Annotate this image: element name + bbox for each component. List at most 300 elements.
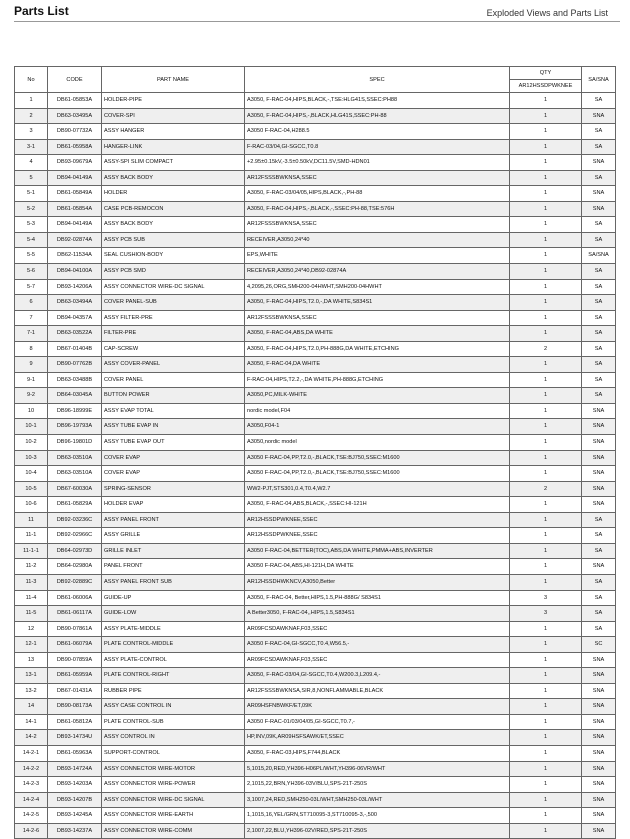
cell-sa-sna: SNA (582, 699, 616, 715)
cell-spec: A3050,F04-1 (245, 419, 510, 435)
cell-no: 5-3 (15, 217, 48, 233)
cell-spec: 1,1015,16,YEL/GRN,ST710095-3,ST710095-3,-,500 (245, 808, 510, 824)
cell-spec: RECEIVER,A3050,24*40,DB92-02874A (245, 264, 510, 280)
table-row (15, 637, 616, 653)
cell-spec: A Better3050, F-RAC-04,,HIPS,1.5,S834S1 (245, 606, 510, 622)
table-row (15, 466, 616, 482)
cell-code: DB96-19793A (48, 419, 102, 435)
cell-no: 4 (15, 155, 48, 171)
cell-spec: AR12HSSDPWKNEE,SSEC (245, 512, 510, 528)
cell-qty: 2 (510, 481, 582, 497)
cell-spec: AR09FCSDAWKNAF,F03,SSEC (245, 652, 510, 668)
cell-part-name: HOLDER (102, 186, 245, 202)
table-row (15, 808, 616, 824)
cell-no: 5-2 (15, 201, 48, 217)
cell-sa-sna: SNA (582, 186, 616, 202)
table-row (15, 699, 616, 715)
cell-spec: A3050, F-RAC-04,HIPS,T2.0,-,DA WHITE,S834S1 (245, 295, 510, 311)
cell-code: DB90-07859A (48, 652, 102, 668)
cell-no: 14-2-3 (15, 777, 48, 793)
table-row (15, 450, 616, 466)
header-model: AR12HSSDPWKNEE (510, 80, 582, 93)
cell-qty: 1 (510, 217, 582, 233)
cell-part-name: ASSY CONNECTOR WIRE-DC SIGNAL (102, 792, 245, 808)
cell-code: DB61-05829A (48, 497, 102, 513)
cell-code: DB93-14237A (48, 823, 102, 839)
cell-part-name: COVER EVAP (102, 450, 245, 466)
cell-sa-sna: SA (582, 621, 616, 637)
cell-qty: 1 (510, 170, 582, 186)
cell-qty: 1 (510, 201, 582, 217)
cell-spec: A3050, F-RAC-03/04/05,HIPS,BLACK,-,PH-88 (245, 186, 510, 202)
table-row (15, 93, 616, 109)
cell-part-name: COVER PANEL (102, 372, 245, 388)
cell-spec: A3050, F-RAC-04,HIPS,BLACK,-,TSE:HLG41S,SSEC:PH88 (245, 93, 510, 109)
cell-part-name: ASSY-SPI SLIM COMPACT (102, 155, 245, 171)
cell-part-name: ASSY BACK BODY (102, 217, 245, 233)
table-row (15, 186, 616, 202)
header-qty: QTY (510, 67, 582, 80)
cell-part-name: ASSY HANGER (102, 124, 245, 140)
cell-qty: 1 (510, 745, 582, 761)
cell-qty: 1 (510, 403, 582, 419)
cell-no: 9 (15, 357, 48, 373)
cell-no: 3 (15, 124, 48, 140)
cell-code: DB61-05854A (48, 201, 102, 217)
table-row (15, 512, 616, 528)
cell-sa-sna: SA (582, 574, 616, 590)
cell-sa-sna: SA (582, 372, 616, 388)
cell-spec: nordic model,F04 (245, 403, 510, 419)
table-row (15, 326, 616, 342)
cell-no: 14-2 (15, 730, 48, 746)
cell-sa-sna: SNA (582, 777, 616, 793)
cell-spec: A3050, F-RAC-03,HIPS,F744,BLACK (245, 745, 510, 761)
cell-part-name: PLATE CONTROL-SUB (102, 714, 245, 730)
table-row (15, 435, 616, 451)
cell-qty: 1 (510, 528, 582, 544)
cell-spec: WW2-PJT,STS301,0.4,T0.4,W2.7 (245, 481, 510, 497)
cell-code: DB93-14245A (48, 808, 102, 824)
table-row (15, 730, 616, 746)
cell-qty: 1 (510, 823, 582, 839)
cell-qty: 3 (510, 590, 582, 606)
cell-spec: HP,INV,09K,AR09HSFSAWK/ET,SSEC (245, 730, 510, 746)
cell-no: 11-5 (15, 606, 48, 622)
table-row (15, 652, 616, 668)
cell-code: DB90-07861A (48, 621, 102, 637)
cell-sa-sna: SNA (582, 466, 616, 482)
cell-qty: 1 (510, 761, 582, 777)
cell-qty: 1 (510, 792, 582, 808)
cell-no: 5-5 (15, 248, 48, 264)
cell-qty: 1 (510, 637, 582, 653)
table-row (15, 279, 616, 295)
cell-code: DB93-09679A (48, 155, 102, 171)
cell-sa-sna: SNA (582, 652, 616, 668)
cell-part-name: ASSY CASE CONTROL IN (102, 699, 245, 715)
cell-sa-sna: SNA (582, 108, 616, 124)
cell-no: 5-1 (15, 186, 48, 202)
cell-spec: A3050 F-RAC-04,GI-SGCC,T0.4,W56.5,- (245, 637, 510, 653)
cell-code: DB96-18999E (48, 403, 102, 419)
cell-sa-sna: SNA (582, 450, 616, 466)
cell-qty: 3 (510, 606, 582, 622)
cell-no: 14-2-2 (15, 761, 48, 777)
cell-qty: 1 (510, 310, 582, 326)
cell-sa-sna: SNA (582, 761, 616, 777)
cell-code: DB94-04149A (48, 170, 102, 186)
cell-code: DB61-05853A (48, 93, 102, 109)
cell-spec: A3050, F-RAC-04,HIPS,T2.0,PH-888G,DA WHITE,ETCHING (245, 341, 510, 357)
cell-spec: AR12FSSSBWKNSA,SIR,8,NONFLAMMABLE,BLACK (245, 683, 510, 699)
cell-sa-sna: SNA (582, 808, 616, 824)
cell-sa-sna: SA/SNA (582, 248, 616, 264)
cell-qty: 1 (510, 372, 582, 388)
cell-spec: A3050 F-RAC-04,BETTER(TOC),ABS,DA WHITE,PMMA+ABS,INVERTER (245, 543, 510, 559)
table-row (15, 621, 616, 637)
cell-sa-sna: SA (582, 543, 616, 559)
cell-spec: AR12FSSSBWKNSA,SSEC (245, 217, 510, 233)
cell-code: DB92-02889C (48, 574, 102, 590)
page-title: Parts List (14, 4, 69, 18)
table-row (15, 357, 616, 373)
cell-spec: A3050, F-RAC-04,HIPS,-,BLACK,-,SSEC:PH-88,TSE:576H (245, 201, 510, 217)
cell-spec: A3050, F-RAC-03/04,GI-SGCC,T0.4,W200.3,L209.4,- (245, 668, 510, 684)
cell-code: DB92-02874A (48, 232, 102, 248)
table-row (15, 201, 616, 217)
cell-part-name: ASSY TUBE EVAP OUT (102, 435, 245, 451)
cell-no: 5-4 (15, 232, 48, 248)
table-row (15, 497, 616, 513)
cell-no: 12-1 (15, 637, 48, 653)
cell-sa-sna: SNA (582, 419, 616, 435)
cell-qty: 1 (510, 388, 582, 404)
cell-sa-sna: SNA (582, 668, 616, 684)
cell-no: 14-2-6 (15, 823, 48, 839)
cell-code: DB63-03522A (48, 326, 102, 342)
cell-part-name: GUIDE-UP (102, 590, 245, 606)
cell-code: DB61-06079A (48, 637, 102, 653)
table-row (15, 108, 616, 124)
table-row (15, 388, 616, 404)
cell-qty: 1 (510, 466, 582, 482)
table-row (15, 761, 616, 777)
cell-part-name: GUIDE-LOW (102, 606, 245, 622)
cell-code: DB93-14734U (48, 730, 102, 746)
table-row (15, 372, 616, 388)
cell-no: 5-7 (15, 279, 48, 295)
cell-code: DB63-03495A (48, 108, 102, 124)
cell-code: DB92-02966C (48, 528, 102, 544)
cell-part-name: GRILLE INLET (102, 543, 245, 559)
cell-sa-sna: SA (582, 512, 616, 528)
cell-no: 5 (15, 170, 48, 186)
table-row (15, 124, 616, 140)
cell-part-name: CASE PCB-REMOCON (102, 201, 245, 217)
table-row (15, 310, 616, 326)
cell-code: DB61-05958A (48, 139, 102, 155)
cell-qty: 1 (510, 435, 582, 451)
cell-sa-sna: SNA (582, 403, 616, 419)
cell-sa-sna: SA (582, 279, 616, 295)
cell-sa-sna: SNA (582, 823, 616, 839)
table-row (15, 264, 616, 280)
cell-no: 11-3 (15, 574, 48, 590)
cell-no: 10-6 (15, 497, 48, 513)
cell-no: 7-1 (15, 326, 48, 342)
cell-no: 9-1 (15, 372, 48, 388)
cell-part-name: COVER PANEL-SUB (102, 295, 245, 311)
table-row (15, 559, 616, 575)
cell-no: 6 (15, 295, 48, 311)
cell-part-name: HOLDER-PIPE (102, 93, 245, 109)
cell-no: 1 (15, 93, 48, 109)
cell-sa-sna: SA (582, 326, 616, 342)
cell-code: DB64-02980A (48, 559, 102, 575)
cell-code: DB93-14724A (48, 761, 102, 777)
cell-part-name: COVER EVAP (102, 466, 245, 482)
cell-spec: A3050 F-RAC-04,ABS,HI-121H,DA WHITE (245, 559, 510, 575)
cell-qty: 1 (510, 264, 582, 280)
cell-no: 14-2-4 (15, 792, 48, 808)
table-row (15, 528, 616, 544)
cell-sa-sna: SNA (582, 559, 616, 575)
cell-qty: 1 (510, 93, 582, 109)
cell-sa-sna: SA (582, 388, 616, 404)
table-row (15, 606, 616, 622)
cell-part-name: ASSY CONNECTOR WIRE-MOTOR (102, 761, 245, 777)
cell-no: 14 (15, 699, 48, 715)
cell-code: DB90-07762B (48, 357, 102, 373)
cell-code: DB64-03045A (48, 388, 102, 404)
cell-code: DB67-01404B (48, 341, 102, 357)
cell-part-name: ASSY CONNECTOR WIRE-COMM (102, 823, 245, 839)
cell-no: 7 (15, 310, 48, 326)
cell-qty: 1 (510, 730, 582, 746)
cell-no: 11-4 (15, 590, 48, 606)
cell-qty: 1 (510, 295, 582, 311)
cell-sa-sna: SNA (582, 683, 616, 699)
cell-code: DB93-14207B (48, 792, 102, 808)
cell-part-name: ASSY EVAP TOTAL (102, 403, 245, 419)
cell-part-name: PLATE CONTROL-MIDDLE (102, 637, 245, 653)
cell-part-name: PANEL FRONT (102, 559, 245, 575)
cell-code: DB61-06006A (48, 590, 102, 606)
table-row (15, 419, 616, 435)
cell-qty: 1 (510, 124, 582, 140)
cell-sa-sna: SNA (582, 745, 616, 761)
cell-code: DB93-14206A (48, 279, 102, 295)
table-row (15, 777, 616, 793)
cell-part-name: RUBBER PIPE (102, 683, 245, 699)
cell-part-name: SEAL CUSHION-BODY (102, 248, 245, 264)
cell-qty: 1 (510, 808, 582, 824)
cell-code: DB61-05963A (48, 745, 102, 761)
cell-code: DB64-02973D (48, 543, 102, 559)
cell-sa-sna: SC (582, 637, 616, 653)
cell-spec: AR12HSSDHWKNCV,A3050,Better (245, 574, 510, 590)
cell-part-name: CAP-SCREW (102, 341, 245, 357)
cell-part-name: SPRING-SENSOR (102, 481, 245, 497)
cell-sa-sna: SA (582, 264, 616, 280)
cell-spec: F-RAC-04,HIPS,T2.2,-,DA WHITE,PH-888G,ETCHING (245, 372, 510, 388)
cell-sa-sna: SA (582, 139, 616, 155)
table-row (15, 170, 616, 186)
cell-spec: A3050, F-RAC-04,DA WHITE (245, 357, 510, 373)
cell-sa-sna: SNA (582, 714, 616, 730)
cell-code: DB90-08173A (48, 699, 102, 715)
cell-no: 13-1 (15, 668, 48, 684)
cell-spec: F-RAC-03/04,GI-SGCC,T0.8 (245, 139, 510, 155)
cell-no: 11-1 (15, 528, 48, 544)
table-row (15, 574, 616, 590)
cell-part-name: ASSY GRILLE (102, 528, 245, 544)
cell-code: DB92-03236C (48, 512, 102, 528)
table-row (15, 248, 616, 264)
cell-qty: 1 (510, 139, 582, 155)
cell-code: DB61-05849A (48, 186, 102, 202)
cell-spec: AR09HSFNBWKF/ET,09K (245, 699, 510, 715)
cell-code: DB93-14203A (48, 777, 102, 793)
cell-code: DB90-07732A (48, 124, 102, 140)
cell-sa-sna: SA (582, 528, 616, 544)
cell-spec: AR09FCSDAWKNAF,F03,SSEC (245, 621, 510, 637)
cell-no: 11 (15, 512, 48, 528)
table-row (15, 714, 616, 730)
cell-qty: 1 (510, 574, 582, 590)
cell-spec: +2.95±0.15kV,-3.5±0.50kV,DC11.5V,SMD-HDN01 (245, 155, 510, 171)
cell-code: DB61-06117A (48, 606, 102, 622)
cell-code: DB94-04357A (48, 310, 102, 326)
cell-spec: A3050,PC,MILK-WHITE (245, 388, 510, 404)
header-divider (14, 21, 620, 22)
cell-qty: 1 (510, 683, 582, 699)
cell-code: DB62-11534A (48, 248, 102, 264)
header-sa-sna: SA/SNA (582, 67, 616, 93)
cell-sa-sna: SNA (582, 792, 616, 808)
cell-no: 14-2-5 (15, 808, 48, 824)
cell-sa-sna: SNA (582, 201, 616, 217)
cell-no: 3-1 (15, 139, 48, 155)
cell-qty: 1 (510, 652, 582, 668)
cell-spec: A3050, F-RAC-04,ABS,BLACK,-,SSEC:HI-121H (245, 497, 510, 513)
cell-part-name: ASSY PCB SMD (102, 264, 245, 280)
cell-sa-sna: SNA (582, 435, 616, 451)
cell-spec: A3050, F-RAC-04, Better,HIPS,1.5,PH-888G/ S834S1 (245, 590, 510, 606)
table-row (15, 139, 616, 155)
cell-spec: AR12HSSDPWKNEE,SSEC (245, 528, 510, 544)
cell-no: 13-2 (15, 683, 48, 699)
cell-spec: A3050, F-RAC-04,ABS,DA WHITE (245, 326, 510, 342)
cell-qty: 1 (510, 714, 582, 730)
header-spec: SPEC (245, 67, 510, 93)
cell-qty: 1 (510, 512, 582, 528)
cell-code: DB61-05812A (48, 714, 102, 730)
cell-sa-sna: SNA (582, 155, 616, 171)
header-no: No (15, 67, 48, 93)
cell-qty: 1 (510, 108, 582, 124)
cell-qty: 1 (510, 248, 582, 264)
cell-sa-sna: SA (582, 590, 616, 606)
cell-part-name: ASSY CONTROL IN (102, 730, 245, 746)
cell-sa-sna: SNA (582, 497, 616, 513)
cell-no: 10 (15, 403, 48, 419)
cell-part-name: ASSY CONNECTOR WIRE-POWER (102, 777, 245, 793)
table-row (15, 217, 616, 233)
cell-sa-sna: SA (582, 170, 616, 186)
cell-spec: A3050 F-RAC-04,PP,T2.0,-,BLACK,TSE:BJ750,SSEC:M1600 (245, 450, 510, 466)
cell-qty: 2 (510, 341, 582, 357)
cell-no: 9-2 (15, 388, 48, 404)
cell-qty: 1 (510, 357, 582, 373)
cell-part-name: ASSY CONNECTOR WIRE-EARTH (102, 808, 245, 824)
cell-sa-sna: SA (582, 357, 616, 373)
cell-no: 10-1 (15, 419, 48, 435)
cell-spec: EPS,WHITE (245, 248, 510, 264)
cell-no: 2 (15, 108, 48, 124)
cell-qty: 1 (510, 497, 582, 513)
cell-code: DB61-05959A (48, 668, 102, 684)
cell-code: DB94-04149A (48, 217, 102, 233)
table-row (15, 481, 616, 497)
cell-spec: A3050 F-RAC-04,H288.5 (245, 124, 510, 140)
cell-sa-sna: SNA (582, 730, 616, 746)
cell-sa-sna: SA (582, 217, 616, 233)
cell-part-name: ASSY COVER-PANEL (102, 357, 245, 373)
cell-qty: 1 (510, 232, 582, 248)
cell-part-name: ASSY CONNECTOR WIRE-DC SIGNAL (102, 279, 245, 295)
cell-part-name: ASSY FILTER-PRE (102, 310, 245, 326)
cell-sa-sna: SNA (582, 481, 616, 497)
cell-qty: 1 (510, 668, 582, 684)
table-row (15, 403, 616, 419)
table-body (15, 93, 616, 839)
cell-no: 10-5 (15, 481, 48, 497)
cell-part-name: ASSY PANEL FRONT (102, 512, 245, 528)
cell-qty: 1 (510, 559, 582, 575)
cell-sa-sna: SA (582, 341, 616, 357)
cell-code: DB63-03510A (48, 450, 102, 466)
cell-qty: 1 (510, 326, 582, 342)
cell-no: 14-1 (15, 714, 48, 730)
table-row (15, 792, 616, 808)
cell-no: 10-3 (15, 450, 48, 466)
cell-qty: 1 (510, 279, 582, 295)
cell-no: 14-2-1 (15, 745, 48, 761)
cell-sa-sna: SA (582, 232, 616, 248)
cell-code: DB67-01431A (48, 683, 102, 699)
cell-spec: A3050,nordic model (245, 435, 510, 451)
cell-no: 11-1-1 (15, 543, 48, 559)
cell-qty: 1 (510, 450, 582, 466)
cell-part-name: HOLDER EVAP (102, 497, 245, 513)
table-row (15, 232, 616, 248)
cell-part-name: ASSY PCB SUB (102, 232, 245, 248)
section-heading: Exploded Views and Parts List (486, 8, 608, 18)
cell-no: 10-2 (15, 435, 48, 451)
cell-code: DB63-03488B (48, 372, 102, 388)
cell-sa-sna: SA (582, 93, 616, 109)
cell-sa-sna: SA (582, 124, 616, 140)
cell-part-name: BUTTON POWER (102, 388, 245, 404)
cell-part-name: ASSY TUBE EVAP IN (102, 419, 245, 435)
cell-qty: 1 (510, 699, 582, 715)
cell-part-name: SUPPORT-CONTROL (102, 745, 245, 761)
cell-code: DB63-03510A (48, 466, 102, 482)
table-row (15, 155, 616, 171)
cell-part-name: HANGER-LINK (102, 139, 245, 155)
